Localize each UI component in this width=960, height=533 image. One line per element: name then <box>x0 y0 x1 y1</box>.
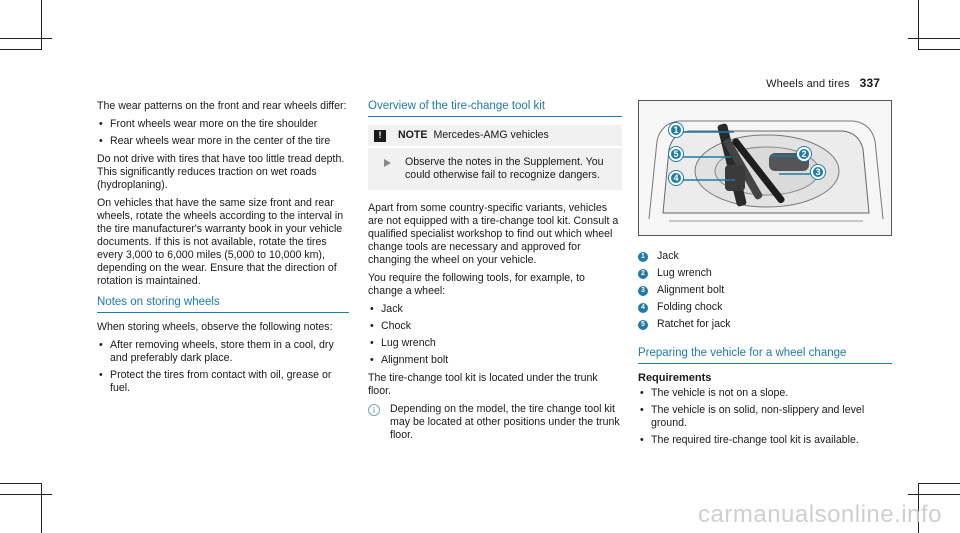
note-header <box>368 125 622 148</box>
callout-badge: 1 <box>669 123 683 137</box>
note-title: Mercedes-AMG vehicles <box>433 129 549 141</box>
list-item: • The vehicle is on solid, non-slippery and level ground. <box>638 404 892 430</box>
column-3 <box>638 100 892 452</box>
location-paragraph: The tire-change tool kit is located under the trunk floor. <box>368 372 598 397</box>
crop-mark <box>919 49 960 50</box>
requirements-title: Requirements <box>638 372 712 384</box>
wear-list <box>97 118 349 148</box>
legend-number: 3 <box>638 286 648 296</box>
info-note <box>368 403 622 442</box>
toolkit-section-title: Overview of the tire-change tool kit <box>368 100 622 117</box>
list-item: • Protect the tires from contact with oil, grease or fuel. <box>97 369 349 395</box>
crop-mark <box>41 0 42 50</box>
legend-label: Alignment bolt <box>657 284 725 296</box>
tools-list <box>368 303 622 367</box>
legend-label: Folding chock <box>657 301 723 313</box>
crop-mark <box>0 483 41 484</box>
watermark: carmanualsonline.info <box>698 501 942 528</box>
preparing-section-title: Preparing the vehicle for a wheel change <box>638 347 892 364</box>
crop-mark <box>41 483 42 533</box>
legend-item <box>638 301 892 314</box>
callout-badge: 4 <box>669 171 683 185</box>
legend-number: 2 <box>638 269 648 279</box>
info-icon: i <box>368 404 380 416</box>
warning-icon: ! <box>374 130 386 142</box>
callout-badge: 3 <box>811 165 825 179</box>
legend-label: Ratchet for jack <box>657 318 731 330</box>
list-item: • The vehicle is not on a slope. <box>638 387 892 400</box>
legend-label: Jack <box>657 250 679 262</box>
callout-badge: 2 <box>797 147 811 161</box>
crop-mark <box>918 0 919 50</box>
wear-intro: The wear patterns on the front and rear wheels differ: <box>97 100 347 112</box>
storing-intro: When storing wheels, observe the following notes: <box>97 321 333 333</box>
callout-badge: 5 <box>669 147 683 161</box>
note-box <box>368 125 622 190</box>
crop-mark <box>0 49 41 50</box>
legend-item <box>638 284 892 297</box>
list-item: • Lug wrench <box>368 337 622 350</box>
storing-section-title: Notes on storing wheels <box>97 296 349 313</box>
running-header <box>766 76 880 90</box>
list-item: • Chock <box>368 320 622 333</box>
legend-number: 4 <box>638 303 648 313</box>
list-item: • Jack <box>368 303 622 316</box>
legend-item <box>638 250 892 263</box>
toolkit-illustration <box>638 100 892 236</box>
storing-list <box>97 339 349 395</box>
rotation-paragraph: On vehicles that have the same size front and rear wheels, rotate the wheels according to the interval in the tire manufacturer's warranty book in your vehicle documents. If this is not available, rotate the tires every 3,000 to 6,000 miles (5,000 to 10,000 km), depending on the wear. Ensure that the direction of rotation is maintained. <box>97 197 344 287</box>
list-item: • The required tire-change tool kit is available. <box>638 434 892 447</box>
list-item: • Alignment bolt <box>368 354 622 367</box>
list-item: • Front wheels wear more on the tire shoulder <box>97 118 349 131</box>
tools-intro: You require the following tools, for example, to change a wheel: <box>368 272 585 297</box>
page-number: 337 <box>859 76 880 90</box>
requirements-list <box>638 387 892 447</box>
legend-number: 5 <box>638 320 648 330</box>
figure-legend <box>638 250 892 331</box>
note-label: NOTE <box>398 129 428 141</box>
legend-label: Lug wrench <box>657 267 712 279</box>
column-2 <box>368 100 622 442</box>
trunk-floor-drawing <box>639 101 892 236</box>
legend-number: 1 <box>638 252 648 262</box>
toolkit-paragraph: Apart from some country-specific variants, vehicles are not equipped with a tire-change tool kit. Consult a qualified specialist workshop to find out which wheel change tools are necessary and approved for changing the wheel on your vehicle. <box>368 202 619 266</box>
tread-paragraph: Do not drive with tires that have too little tread depth. This significantly reduces traction on wet roads (hydroplaning). <box>97 153 345 191</box>
column-1 <box>97 100 349 400</box>
info-text: Depending on the model, the tire change tool kit may be located at other positions under the trunk floor. <box>390 403 620 441</box>
legend-item <box>638 267 892 280</box>
legend-item <box>638 318 892 331</box>
header-title: Wheels and tires <box>766 78 850 90</box>
crop-mark <box>0 494 52 495</box>
list-item: • After removing wheels, store them in a cool, dry and preferably dark place. <box>97 339 349 365</box>
crop-mark <box>0 38 52 39</box>
crop-mark <box>919 483 960 484</box>
note-body <box>368 148 622 190</box>
crop-mark <box>908 494 960 495</box>
arrow-right-icon <box>384 159 391 167</box>
note-text: Observe the notes in the Supplement. You could otherwise fail to recognize dangers. <box>405 156 604 181</box>
list-item: • Rear wheels wear more in the center of the tire <box>97 135 349 148</box>
crop-mark <box>908 38 960 39</box>
